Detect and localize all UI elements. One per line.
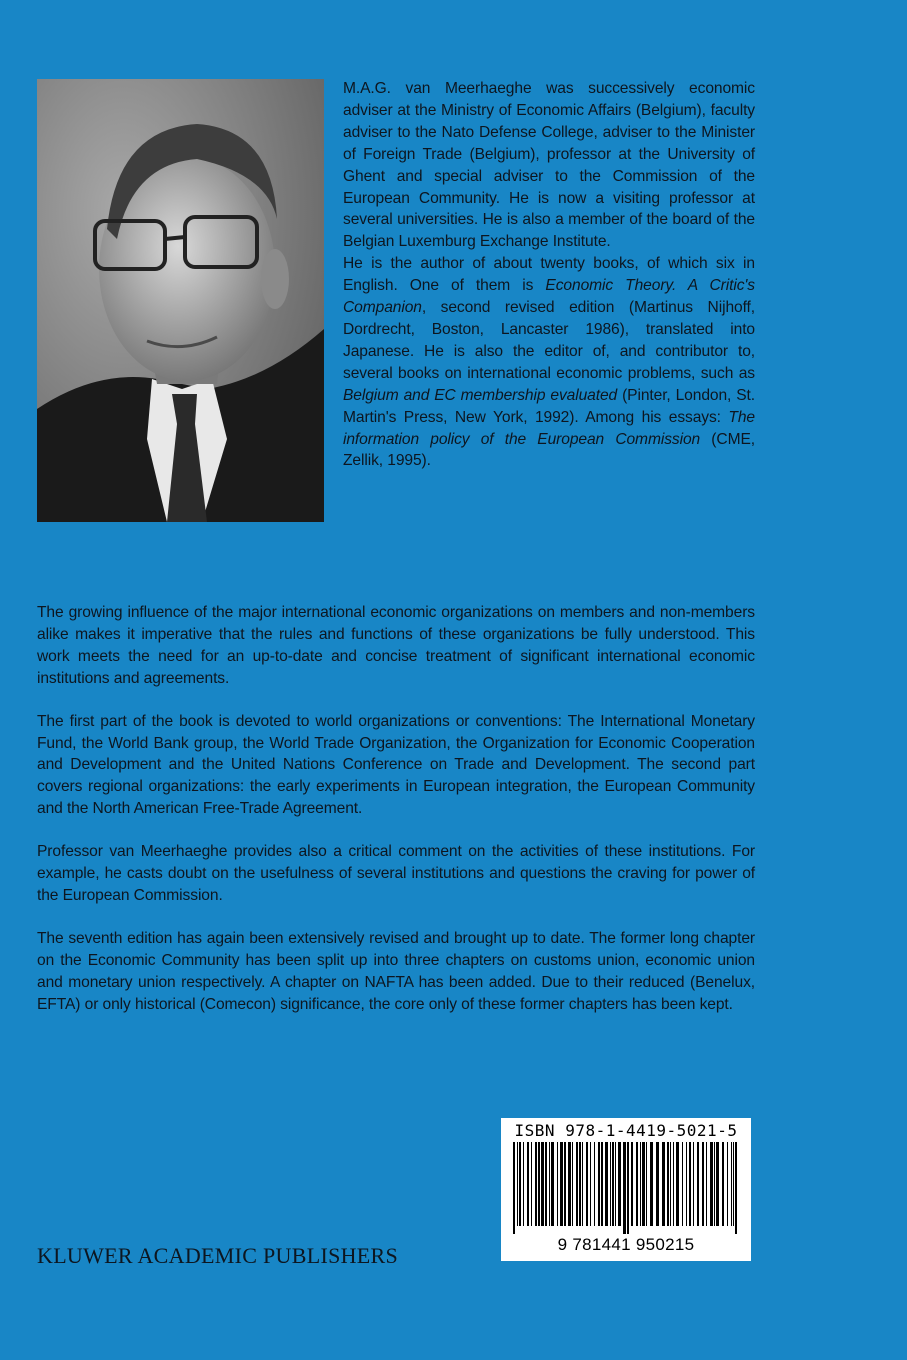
barcode-bar (576, 1142, 578, 1226)
barcode-bar (733, 1142, 734, 1226)
barcode-bar (731, 1142, 732, 1226)
barcode-bar (670, 1142, 671, 1226)
barcode-bar (650, 1142, 653, 1226)
barcode-bar (535, 1142, 537, 1226)
barcode-bar (623, 1142, 626, 1234)
barcode-bar (618, 1142, 621, 1226)
barcode-bar (682, 1142, 683, 1226)
barcode-bar (586, 1142, 588, 1226)
book-title-economic-theory: Economic Theory. A Critic's Companion (343, 277, 755, 317)
barcode-bars (509, 1142, 743, 1234)
barcode-bar (564, 1142, 566, 1226)
barcode-bar (673, 1142, 674, 1226)
barcode-bar (693, 1142, 694, 1226)
barcode-bar (642, 1142, 645, 1226)
barcode-bar (582, 1142, 583, 1226)
barcode-bar (689, 1142, 691, 1226)
bio-paragraph-1: M.A.G. van Meerhaeghe was successively economic adviser at the Ministry of Economic Affairs (Belgium), faculty adviser to the Nato Defense College, adviser to the Minister of Foreign Trade (Belgium), professor at the University of Ghent and special adviser to the Commission of the European Community. He is now a visiting professor at several universities. He is also a member of the board of the Belgian Luxemburg Exchange Institute. (343, 80, 755, 251)
barcode-bar (735, 1142, 737, 1234)
barcode-bar (667, 1142, 669, 1226)
barcode-bar (517, 1142, 518, 1226)
barcode-bar (594, 1142, 595, 1226)
barcode-bar (656, 1142, 659, 1226)
barcode-bar (590, 1142, 591, 1226)
description-paragraph-1: The growing influence of the major international economic organizations on members and non-members alike makes it imperative that the rules and functions of these organizations be fully understood. This work meets the need for an up-to-date and concise treatment of significant international economic institutions and agreements. (37, 604, 755, 687)
barcode-bar (513, 1142, 515, 1234)
barcode-bar (631, 1142, 633, 1226)
barcode-bar (702, 1142, 704, 1226)
barcode-bar (538, 1142, 540, 1226)
barcode-bar (545, 1142, 547, 1226)
barcode-bar (523, 1142, 524, 1226)
barcode-bar (519, 1142, 521, 1226)
barcode-bar (568, 1142, 571, 1226)
barcode-bar (557, 1142, 558, 1226)
barcode-bar (640, 1142, 641, 1226)
barcode-bar (662, 1142, 665, 1226)
description-paragraph-2: The first part of the book is devoted to world organizations or conventions: The International Monetary Fund, the World Bank group, the World Trade Organization, the Organization for Economic Cooperation and Development and the United Nations Conference on Trade and Development. The second part covers regional organizations: the early experiments in European integration, the European Community and the North American Free-Trade Agreement. (37, 712, 755, 818)
barcode-bar (706, 1142, 707, 1226)
barcode-bar (531, 1142, 532, 1226)
barcode-bar (610, 1142, 611, 1226)
barcode-bar (697, 1142, 699, 1226)
bio-paragraph-2: He is the author of about twenty books, of which six in English. One of them is Economic Theory. A Critic's Companion, second revised edition (Martinus Nijhoff, Dordrecht, Boston, Lancaster 1986), translated into Japanese. He is also the editor of, and contributor to, several books on international economic problems, such as Belgium and EC membership evaluated (Pinter, London, St. Martin's Press, New York, 1992). Among his essays: The information policy of the European Commission (CME, Zellik, 1995). (343, 255, 755, 470)
barcode-bar (727, 1142, 728, 1226)
description-paragraph-4: The seventh edition has again been extensively revised and brought up to date. The former long chapter on the Economic Community has been split up into three chapters on customs union, economic union and monetary union respectively. A chapter on NAFTA has been added. Due to their reduced (Benelux, EFTA) or only historical (Comecon) significance, the core only of these former chapters has been kept. (37, 929, 755, 1013)
book-title-belgium-ec: Belgium and EC membership evaluated (343, 386, 618, 404)
barcode-bar (722, 1142, 724, 1226)
essay-title-information-policy: The information policy of the European Commission (343, 408, 755, 448)
barcode-digits: 9 781441 950215 (557, 1235, 695, 1254)
barcode-bar (541, 1142, 544, 1226)
barcode-bar (716, 1142, 719, 1226)
barcode-bar (560, 1142, 563, 1226)
barcode-bar (601, 1142, 603, 1226)
barcode-bar (572, 1142, 573, 1226)
barcode-bar (551, 1142, 554, 1226)
barcode-bar (605, 1142, 608, 1226)
barcode-bar (579, 1142, 581, 1226)
isbn-label: ISBN 978-1-4419-5021-5 (514, 1121, 738, 1140)
description-paragraph-3: Professor van Meerhaeghe provides also a critical comment on the activities of these institutions. For example, he casts doubt on the usefulness of several institutions and questions the craving for power of the European Commission. (37, 843, 755, 904)
barcode-bar (598, 1142, 600, 1226)
barcode-bar (627, 1142, 629, 1234)
author-photo (37, 79, 324, 522)
barcode-bar (714, 1142, 715, 1226)
barcode-bar (612, 1142, 614, 1226)
publisher-name: KLUWER ACADEMIC PUBLISHERS (37, 1243, 399, 1268)
author-bio (343, 78, 755, 472)
barcode-bar (636, 1142, 638, 1226)
isbn-barcode (501, 1118, 751, 1261)
barcode-bar (646, 1142, 647, 1226)
barcode-bar (527, 1142, 529, 1226)
barcode-bar (710, 1142, 713, 1226)
barcode-bar (615, 1142, 616, 1226)
barcode-bar (676, 1142, 679, 1226)
barcode-bar (549, 1142, 550, 1226)
barcode-bar (686, 1142, 687, 1226)
book-description (37, 602, 755, 1037)
